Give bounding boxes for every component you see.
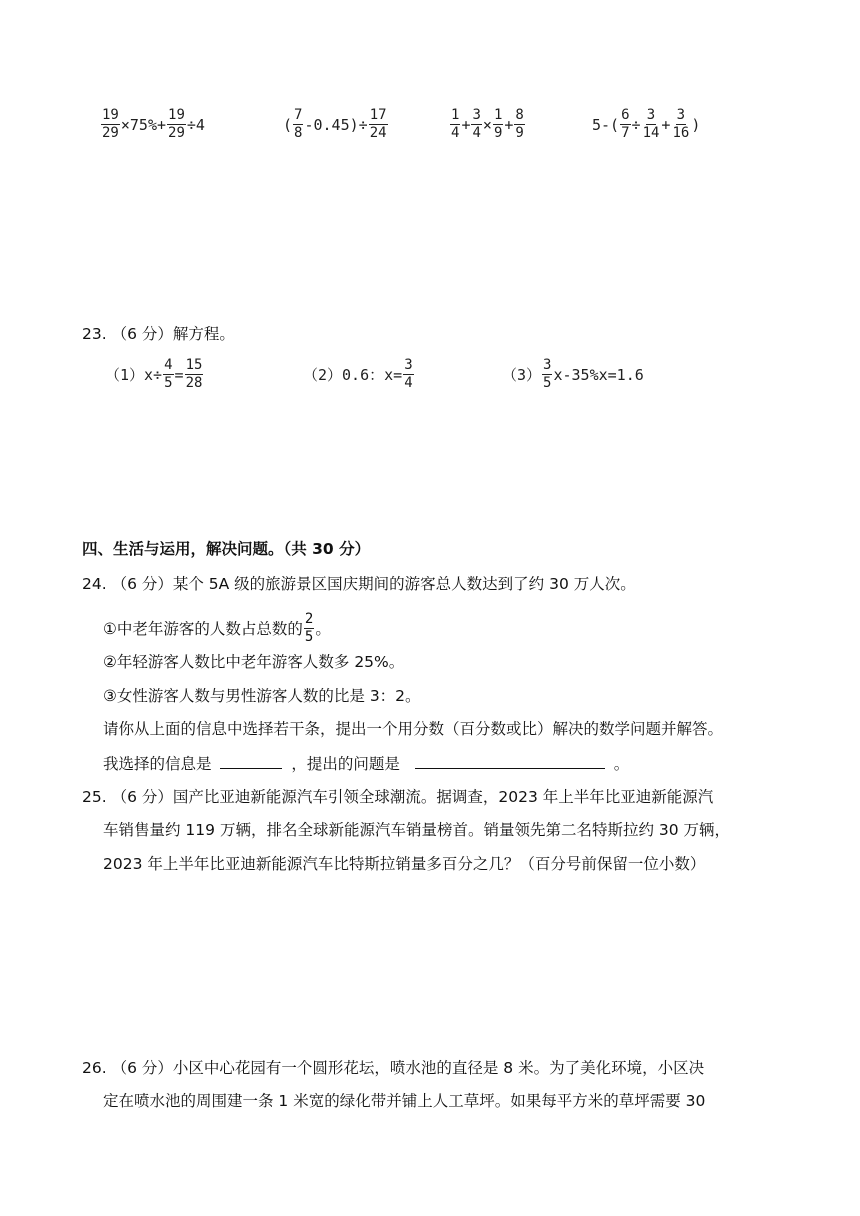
- equation-1: [105, 358, 204, 391]
- info-item-2: ②年轻游客人数比中老年游客人数多 25%。: [103, 653, 405, 671]
- answer-text: 我选择的信息是: [103, 755, 212, 773]
- answer-text: 。: [613, 755, 630, 773]
- section-heading: 四、生活与运用，解决问题。（共 30 分）: [82, 540, 371, 558]
- expression-text: ×75%+: [120, 115, 167, 134]
- info-text: ①中老年游客的人数占总数的: [103, 619, 303, 638]
- equation-text: x÷: [144, 365, 163, 384]
- equation-text: x-35%x=1.6: [553, 365, 644, 384]
- fraction: $\frac{3}{4}$: [472, 107, 481, 141]
- expression-text: -0.45)÷: [304, 115, 368, 134]
- fraction: $\frac{17}{24}$: [369, 107, 387, 141]
- expression-text: +: [504, 115, 514, 134]
- expression-text: ): [691, 115, 701, 134]
- expression-3: [449, 108, 526, 141]
- question-25-line-2: 车销售量约 119 万辆，排名全球新能源汽车销量榜首。销量领先第二名特斯拉约 30 万辆，: [103, 821, 731, 839]
- fraction: $\frac{15}{28}$: [185, 357, 203, 391]
- fraction: $\frac{7}{8}$: [294, 107, 303, 141]
- fraction: $\frac{1}{9}$: [493, 107, 503, 141]
- expression-text: 5-(: [592, 115, 620, 134]
- info-item-1: [103, 612, 331, 645]
- expression-2: [283, 108, 389, 141]
- equation-label: （3）: [502, 366, 542, 384]
- expression-text: ×: [482, 115, 492, 134]
- question-25-line-1: 25. （6 分）国产比亚迪新能源汽车引领全球潮流。据调查，2023 年上半年比亚迪新能源汽: [82, 788, 714, 806]
- equation-3: [502, 358, 644, 391]
- fraction: $\frac{6}{7}$: [621, 107, 630, 141]
- info-text: 。: [315, 619, 331, 638]
- equation-2: [303, 358, 415, 391]
- equation-text: 0.6：x=: [342, 366, 403, 384]
- info-blank[interactable]: [220, 752, 282, 769]
- expression-text: +: [661, 115, 671, 134]
- fraction: $\frac{3}{14}$: [642, 107, 660, 141]
- info-item-3: ③女性游客人数与男性游客人数的比是 3：2。: [103, 687, 421, 705]
- expression-text: (: [283, 115, 293, 134]
- expression-text: ÷: [631, 115, 641, 134]
- fraction: $\frac{19}{29}$: [102, 107, 119, 141]
- fraction: $\frac{2}{5}$: [304, 611, 314, 645]
- question-26-line-1: 26. （6 分）小区中心花园有一个圆形花坛，喷水池的直径是 8 米。为了美化环境，小区决: [82, 1059, 705, 1077]
- question-24-instruction: 请你从上面的信息中选择若干条，提出一个用分数（百分数或比）解决的数学问题并解答。: [103, 720, 724, 738]
- fraction: $\frac{4}{5}$: [164, 357, 173, 391]
- fraction: $\frac{3}{4}$: [404, 357, 413, 391]
- expression-4: [592, 108, 700, 141]
- equation-text: =: [174, 365, 184, 384]
- fraction: $\frac{19}{29}$: [168, 107, 185, 141]
- question-25-line-3: 2023 年上半年比亚迪新能源汽车比特斯拉销量多百分之几？（百分号前保留一位小数）: [103, 855, 706, 873]
- fraction: $\frac{1}{4}$: [451, 107, 460, 141]
- fraction: $\frac{3}{16}$: [672, 107, 690, 141]
- question-24-title: 24. （6 分）某个 5A 级的旅游景区国庆期间的游客总人数达到了约 30 万人次。: [82, 575, 636, 593]
- expression-text: ÷4: [186, 115, 205, 134]
- question-23-title: 23. （6 分）解方程。: [82, 325, 235, 343]
- answer-line: [103, 752, 629, 775]
- question-blank[interactable]: [415, 752, 605, 769]
- expression-1: [100, 108, 205, 141]
- equation-label: （2）: [303, 366, 343, 384]
- fraction: $\frac{8}{9}$: [515, 107, 524, 141]
- equation-label: （1）: [105, 366, 145, 384]
- answer-text: ，提出的问题是: [291, 755, 400, 773]
- question-26-line-2: 定在喷水池的周围建一条 1 米宽的绿化带并铺上人工草坪。如果每平方米的草坪需要 30: [103, 1092, 706, 1110]
- expression-text: +: [461, 115, 471, 134]
- fraction: $\frac{3}{5}$: [543, 357, 552, 391]
